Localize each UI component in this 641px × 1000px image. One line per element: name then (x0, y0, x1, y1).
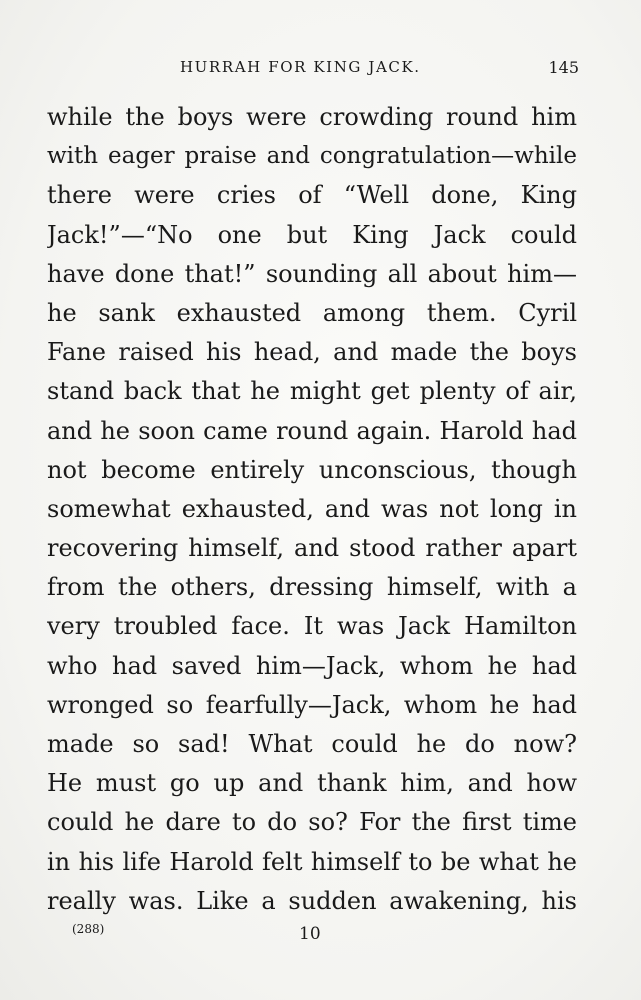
body-text (47, 100, 577, 923)
text-line: very troubled face. It was Jack Hamilton (47, 612, 577, 641)
text-line: in his life Harold felt himself to be what he (47, 847, 577, 876)
text-line: he sank exhausted among them. Cyril (47, 298, 577, 327)
text-line: recovering himself, and stood rather apart (47, 534, 577, 563)
signature-number: 10 (299, 924, 321, 944)
text-line: with eager praise and congratulation—while (47, 143, 577, 170)
running-title: HURRAH FOR KING JACK. (180, 58, 421, 76)
text-line: wronged so fearfully—Jack, whom he had (47, 690, 577, 719)
page-number: 145 (548, 58, 579, 77)
text-line: He must go up and thank him, and how (47, 769, 577, 798)
page-footer (0, 918, 641, 948)
text-line: stand back that he might get plenty of air, (47, 377, 577, 406)
text-line: not become entirely unconscious, though (47, 455, 577, 484)
text-line: somewhat exhausted, and was not long in (47, 494, 577, 523)
text-line: from the others, dressing himself, with a (47, 573, 577, 602)
text-line: there were cries of “Well done, King (47, 181, 577, 210)
text-line: made so sad! What could he do now? (47, 730, 577, 758)
text-line: have done that!” sounding all about him— (47, 259, 577, 288)
text-line: and he soon came round again. Harold had (47, 416, 577, 445)
text-line: could he dare to do so? For the first time (47, 808, 577, 837)
text-line: Fane raised his head, and made the boys (47, 338, 577, 367)
text-line: who had saved him—Jack, whom he had (47, 651, 577, 680)
signature-mark: (288) (72, 922, 105, 936)
text-line-last: really was. Like a sudden awakening, his (47, 886, 577, 915)
running-head (0, 58, 641, 80)
text-line: Jack!”—“No one but King Jack could (47, 220, 577, 249)
text-line: while the boys were crowding round him (47, 103, 577, 131)
